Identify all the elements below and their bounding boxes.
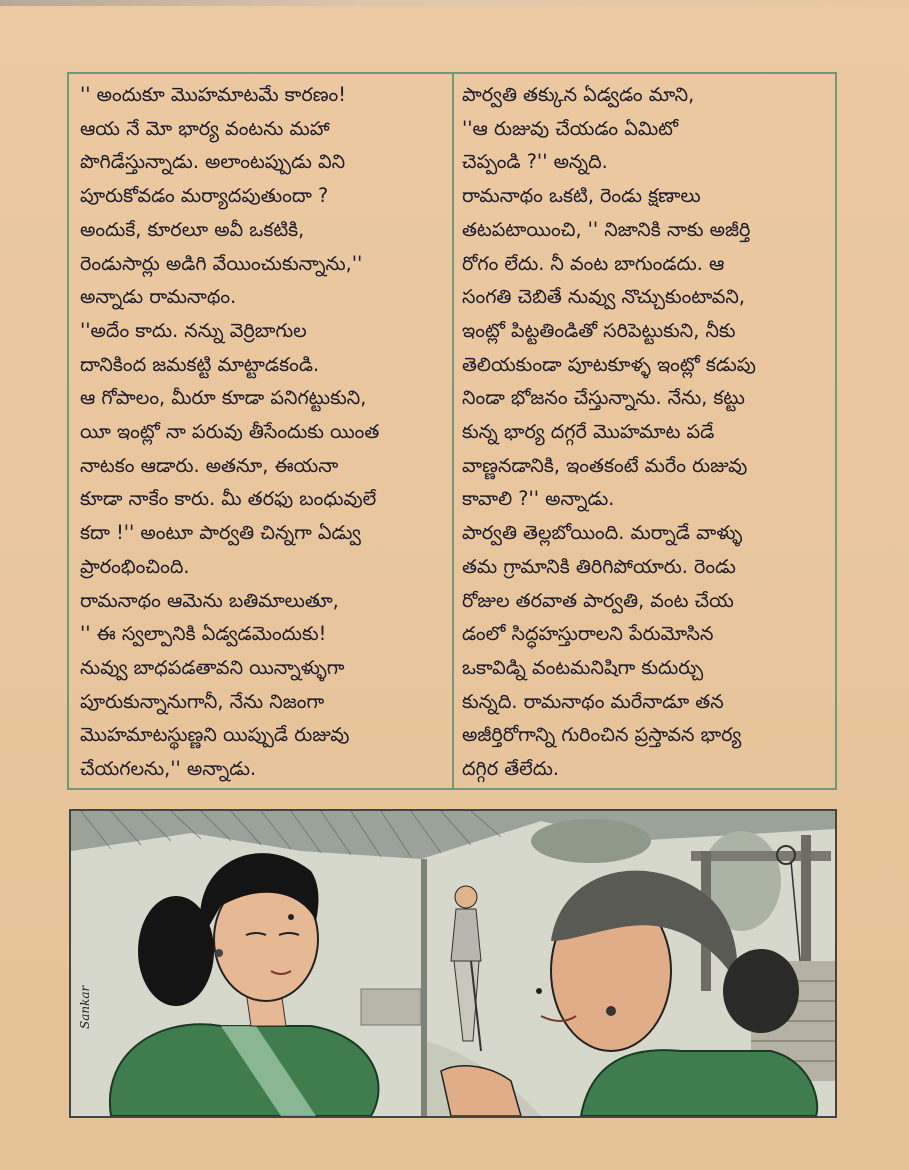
column-divider [452, 72, 454, 790]
text-line: ఇంట్లో పిట్టతిండితో సరిపెట్టుకుని, నీకు [462, 318, 736, 342]
text-line: '' అందుకూ మొహమాటమే కారణం! [80, 83, 346, 106]
text-line: మొహమాటస్థుణ్ణని యిప్పుడే రుజువు [80, 723, 350, 747]
text-line: పూరుకోవడం మర్యాదపుతుందా ? [80, 184, 329, 208]
text-line: '' ఈ స్వల్పానికి ఏడ్వడమెందుకు! [80, 622, 327, 646]
text-line: పూరుకున్నానుగానీ, నేను నిజంగా [80, 689, 325, 713]
text-line: అందుకే, కూరలూ అవీ ఒకటికి, [80, 217, 305, 241]
text-line: ''ఆ రుజువు చేయడం ఏమిటో [462, 116, 679, 140]
text-line: ''అదేం కాదు. నన్ను వెర్రిబాగుల [80, 318, 307, 342]
text-line: తెలియకుండా పూటకూళ్ళ ఇంట్లో కడుపు [462, 352, 756, 376]
text-line: అన్నాడు రామనాథం. [80, 285, 237, 309]
text-line: కదా !'' అంటూ పార్వతి చిన్నగా ఏడ్వు [80, 521, 361, 545]
right-text-column [462, 78, 828, 786]
artist-signature: Sankar [78, 985, 92, 1029]
text-line: రోగం లేదు. నీ వంట బాగుండదు. ఆ [462, 251, 725, 275]
text-line: రామనాథం ఆమెను బతిమాలుతూ, [80, 588, 339, 612]
text-line: నువ్వు బాధపడతావని యిన్నాళ్ళుగా [80, 655, 345, 679]
text-line: నిండా భోజనం చేస్తున్నాను. నేను, కట్టు [462, 386, 745, 410]
text-line: కున్నది. రామనాథం మరేనాడూ తన [462, 689, 724, 713]
text-line: తటపటాయించి, '' నిజానికి నాకు అజీర్తి [462, 217, 751, 241]
brick-wall [361, 989, 421, 1025]
bindi [288, 914, 294, 920]
text-line: ఆ గోపాలం, మీరూ కూడా పనిగట్టుకుని, [80, 386, 367, 410]
text-line: కున్న భార్య దగ్గరే మొహమాట పడే [462, 420, 715, 444]
text-line: దగ్గిర తేలేదు. [462, 757, 560, 781]
text-line: యీ ఇంట్లో నా పరువు తీసేందుకు యింత [80, 420, 380, 444]
page-edge [0, 0, 909, 6]
text-line: ప్రారంభించింది. [80, 554, 190, 578]
door-post [421, 859, 427, 1116]
text-line: పార్వతి తెల్లబోయింది. మర్నాడే వాళ్ళు [462, 521, 743, 545]
text-line: సంగతి చెబితే నువ్వు నొచ్చుకుంటావని, [462, 285, 745, 309]
text-line: కావాలి ?'' అన్నాడు. [462, 487, 615, 511]
text-line: దానికింద జమకట్టి మాట్టాడకండి. [80, 352, 320, 376]
text-line: పొగిడేస్తున్నాడు. అలాంటప్పుడు విని [80, 150, 346, 174]
text-line: రోజుల తరవాత పార్వతి, వంట చేయ [462, 588, 734, 612]
text-line: చెప్పండి ?'' అన్నది. [462, 150, 608, 174]
background-tree [531, 819, 651, 863]
text-line: నాటకం ఆడారు. అతనూ, ఈయనా [80, 453, 339, 477]
text-line: చేయగలను,'' అన్నాడు. [80, 757, 257, 781]
illustration-drawing [71, 811, 835, 1116]
text-line: అజీర్తిరోగాన్ని గురించిన ప్రస్తావన భార్య [462, 723, 742, 747]
text-line: వాణ్ణనడానికి, ఇంతకంటే మరేం రుజువు [462, 453, 748, 477]
text-line: డంలో సిద్ధహస్తురాలని పేరుమోసిన [462, 622, 714, 646]
left-text-column [80, 78, 444, 786]
text-line: రెండుసార్లు అడిగి వేయించుకున్నాను,'' [80, 251, 363, 275]
text-line: పార్వతి తక్కున ఏడ్వడం మాని, [462, 83, 695, 106]
story-illustration [69, 809, 837, 1118]
text-line: రామనాథం ఒకటి, రెండు క్షణాలు [462, 184, 701, 208]
text-line: తమ గ్రామానికి తిరిగిపోయారు. రెండు [462, 554, 736, 578]
text-line: ఒకావిడ్ని వంటమనిషిగా కుదుర్చు [462, 655, 704, 679]
text-line: ఆయ నే మో భార్య వంటను మహా [80, 116, 330, 140]
text-line: కూడా నాకేం కారు. మీ తరఫు బంధువులే [80, 487, 377, 511]
